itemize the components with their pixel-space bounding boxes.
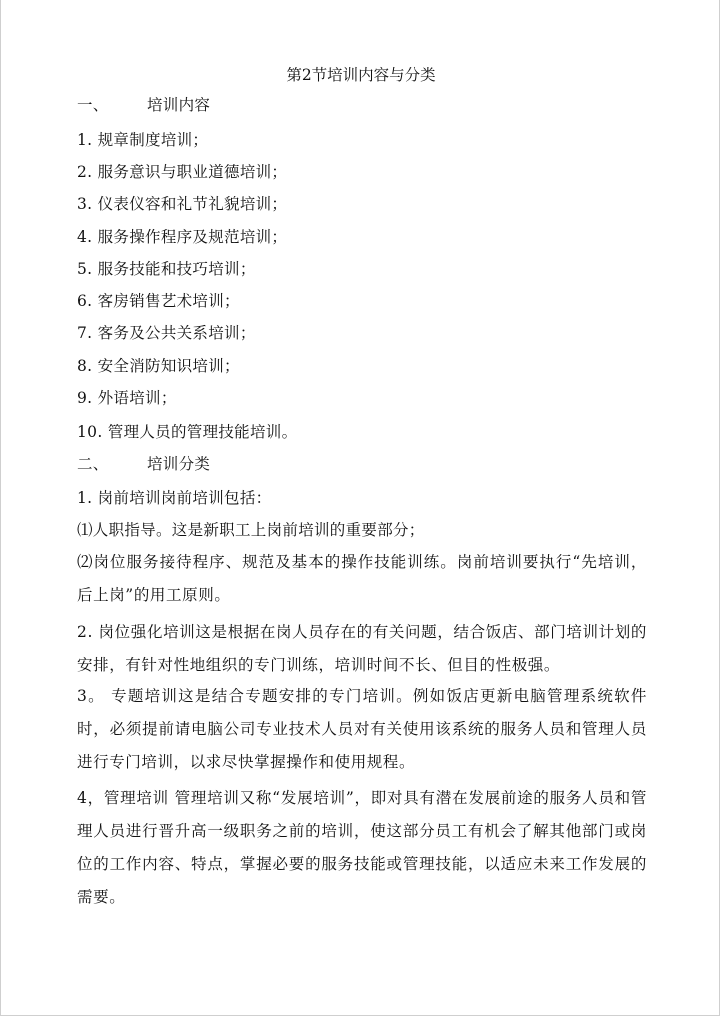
list-item: 4. 服务操作程序及规范培训； xyxy=(77,228,288,246)
list-item: 7. 客务及公共关系培训； xyxy=(77,324,256,342)
section-number: 二、 xyxy=(77,455,109,473)
section-title: 培训分类 xyxy=(147,455,211,473)
list-item: 5. 服务技能和技巧培训； xyxy=(77,260,256,278)
list-item: 1. 规章制度培训； xyxy=(77,131,209,149)
section-heading-2 xyxy=(77,453,210,475)
list-item: 8. 安全消防知识培训； xyxy=(77,357,240,375)
section-number: 一、 xyxy=(77,96,109,114)
paragraph-special-training: 3。 专题培训这是结合专题安排的专门培训。例如饭店更新电脑管理系统软件时，必须提前请电脑公司专业技术人员对有关使用该系统的服务人员和管理人员进行专门培训，以求尽快掌握操作和使用规程。 xyxy=(77,687,647,771)
page-title: 第2节培训内容与分类 xyxy=(286,66,436,84)
paragraph-pre-job-training: 1. 岗前培训岗前培训包括： xyxy=(77,489,272,507)
paragraph-intensive-training: 2. 岗位强化培训这是根据在岗人员存在的有关问题，结合饭店、部门培训计划的安排，有针对性地组织的专门训练，培训时间不长、但目的性极强。 xyxy=(77,623,647,674)
paragraph-orientation: ⑴人职指导。这是新职工上岗前培训的重要部分； xyxy=(77,521,425,539)
section-heading-1 xyxy=(77,94,210,116)
list-item: 2. 服务意识与职业道德培训； xyxy=(77,163,288,181)
section-title: 培训内容 xyxy=(147,96,211,114)
paragraph-service-procedures: ⑵岗位服务接待程序、规范及基本的操作技能训练。岗前培训要执行“先培训，后上岗”的用工原则。 xyxy=(77,553,647,604)
list-item: 9. 外语培训； xyxy=(77,389,177,407)
list-item: 10. 管理人员的管理技能培训。 xyxy=(77,423,298,441)
list-item: 3. 仪表仪容和礼节礼貌培训； xyxy=(77,195,288,213)
paragraph-management-training: 4，管理培训 管理培训又称“发展培训”，即对具有潜在发展前途的服务人员和管理人员进行晋升高一级职务之前的培训，使这部分员工有机会了解其他部门或岗位的工作内容、特点，掌握必要的服务技能或管理技能，以适应未来工作发展的需要。 xyxy=(77,789,647,906)
list-item: 6. 客房销售艺术培训； xyxy=(77,292,240,310)
